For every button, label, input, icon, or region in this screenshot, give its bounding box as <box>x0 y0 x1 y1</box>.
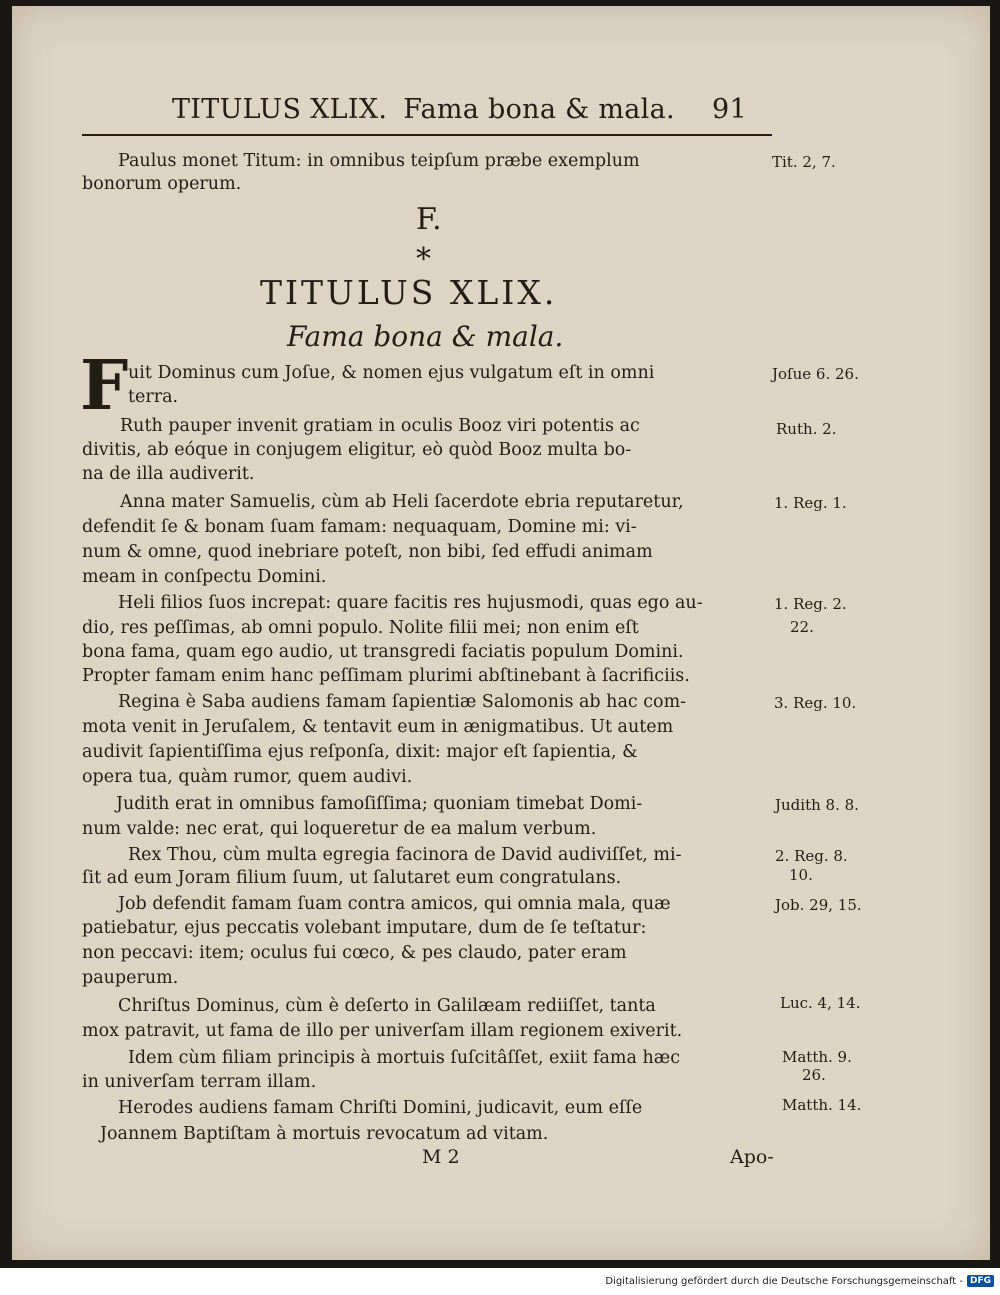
digitization-credit <box>605 1275 994 1287</box>
text-line: num valde: nec erat, qui loqueretur de ea malum verbum. <box>82 819 597 839</box>
text-line: bonorum operum. <box>82 174 242 194</box>
margin-note: Tit. 2, 7. <box>772 153 836 171</box>
margin-note: 3. Reg. 10. <box>774 694 857 712</box>
running-head-subtitle: Fama bona & mala. <box>403 94 675 125</box>
text-line: bona fama, quam ego audio, ut transgredi faciatis populum Domini. <box>82 642 684 662</box>
text-line: opera tua, quàm rumor, quem audivi. <box>82 767 413 787</box>
drop-capital: F <box>80 346 129 426</box>
margin-note: Luc. 4, 14. <box>780 994 861 1012</box>
margin-note: 22. <box>790 618 814 636</box>
text-line: patiebatur, ejus peccatis volebant imputare, dum de ſe teſtatur: <box>82 918 647 938</box>
text-line: Job defendit famam ſuam contra amicos, qui omnia mala, quæ <box>118 894 671 914</box>
text-line: num & omne, quod inebriare poteſt, non bibi, ſed effudi animam <box>82 542 653 562</box>
text-line: ſit ad eum Joram filium ſuum, ut ſalutaret eum congratulans. <box>82 868 622 888</box>
text-line: Idem cùm filiam principis à mortuis ſuſcitâſſet, exiit fama hæc <box>128 1048 681 1068</box>
text-line: audivit ſapientiſſima ejus reſponſa, dixit: major eſt ſapientia, & <box>82 742 638 762</box>
catchword: Apo- <box>730 1146 774 1168</box>
margin-note: Matth. 14. <box>782 1096 862 1114</box>
chapter-title: TITULUS XLIX. <box>260 273 558 312</box>
text-line: Judith erat in omnibus famoſiſſima; quoniam timebat Domi- <box>116 794 643 814</box>
text-line: terra. <box>128 387 179 407</box>
text-line: uit Dominus cum Joſue, & nomen ejus vulgatum eſt in omni <box>128 363 655 383</box>
text-line: Paulus monet Titum: in omnibus teipſum præbe exemplum <box>118 151 640 171</box>
margin-note: 26. <box>802 1066 826 1084</box>
text-line: pauperum. <box>82 968 179 988</box>
asterisk-ornament: * <box>416 242 431 277</box>
text-line: Ruth pauper invenit gratiam in oculis Booz viri potentis ac <box>120 416 640 436</box>
text-line: Heli filios ſuos increpat: quare facitis res hujusmodi, quas ego au- <box>118 593 703 613</box>
text-line: dio, res peſſimas, ab omni populo. Nolite filii mei; non enim eſt <box>82 618 639 638</box>
credit-text: Digitalisierung gefördert durch die Deutsche Forschungsgemeinschaft - <box>605 1275 963 1287</box>
page-number: 91 <box>712 94 747 125</box>
chapter-subtitle: Fama bona & mala. <box>287 320 564 353</box>
text-line: Joannem Baptiſtam à mortuis revocatum ad vitam. <box>100 1124 549 1144</box>
margin-note: 1. Reg. 1. <box>774 494 847 512</box>
header-rule <box>82 134 772 136</box>
margin-note: 10. <box>789 866 813 884</box>
text-line: mox patravit, ut fama de illo per univerſam illam regionem exiverit. <box>82 1021 683 1041</box>
text-line: Anna mater Samuelis, cùm ab Heli ſacerdote ebria reputaretur, <box>120 492 684 512</box>
text-line: divitis, ab eóque in conjugem eligitur, eò quòd Booz multa bo- <box>82 440 632 460</box>
text-line: defendit ſe & bonam ſuam famam: nequaquam, Domine mi: vi- <box>82 517 637 537</box>
margin-note: Joſue 6. 26. <box>772 365 859 383</box>
margin-note: Job. 29, 15. <box>775 896 862 914</box>
margin-note: 2. Reg. 8. <box>775 847 848 865</box>
section-letter: F. <box>416 202 442 237</box>
margin-note: Judith 8. 8. <box>775 796 859 814</box>
text-line: Rex Thou, cùm multa egregia facinora de David audiviſſet, mi- <box>128 845 682 865</box>
book-page <box>12 6 990 1260</box>
dfg-logo-icon: DFG <box>967 1275 994 1287</box>
running-head <box>172 94 747 125</box>
text-line: Herodes audiens famam Chriſti Domini, judicavit, eum eſſe <box>118 1098 643 1118</box>
signature-mark: M 2 <box>422 1146 460 1168</box>
margin-note: Matth. 9. <box>782 1048 852 1066</box>
margin-note: Ruth. 2. <box>776 420 837 438</box>
text-line: Propter famam enim hanc peſſimam plurimi abſtinebant à ſacrificiis. <box>82 666 690 686</box>
text-line: Chriſtus Dominus, cùm è deſerto in Galilæam rediiſſet, tanta <box>118 996 656 1016</box>
text-line: mota venit in Jeruſalem, & tentavit eum in ænigmatibus. Ut autem <box>82 717 674 737</box>
text-line: na de illa audiverit. <box>82 464 255 484</box>
text-line: meam in conſpectu Domini. <box>82 567 327 587</box>
margin-note: 1. Reg. 2. <box>774 595 847 613</box>
text-line: Regina è Saba audiens famam ſapientiæ Salomonis ab hac com- <box>118 692 687 712</box>
text-line: non peccavi: item; oculus fui cœco, & pes claudo, pater eram <box>82 943 627 963</box>
text-line: in univerſam terram illam. <box>82 1072 317 1092</box>
running-head-title: TITULUS XLIX. <box>172 94 388 125</box>
